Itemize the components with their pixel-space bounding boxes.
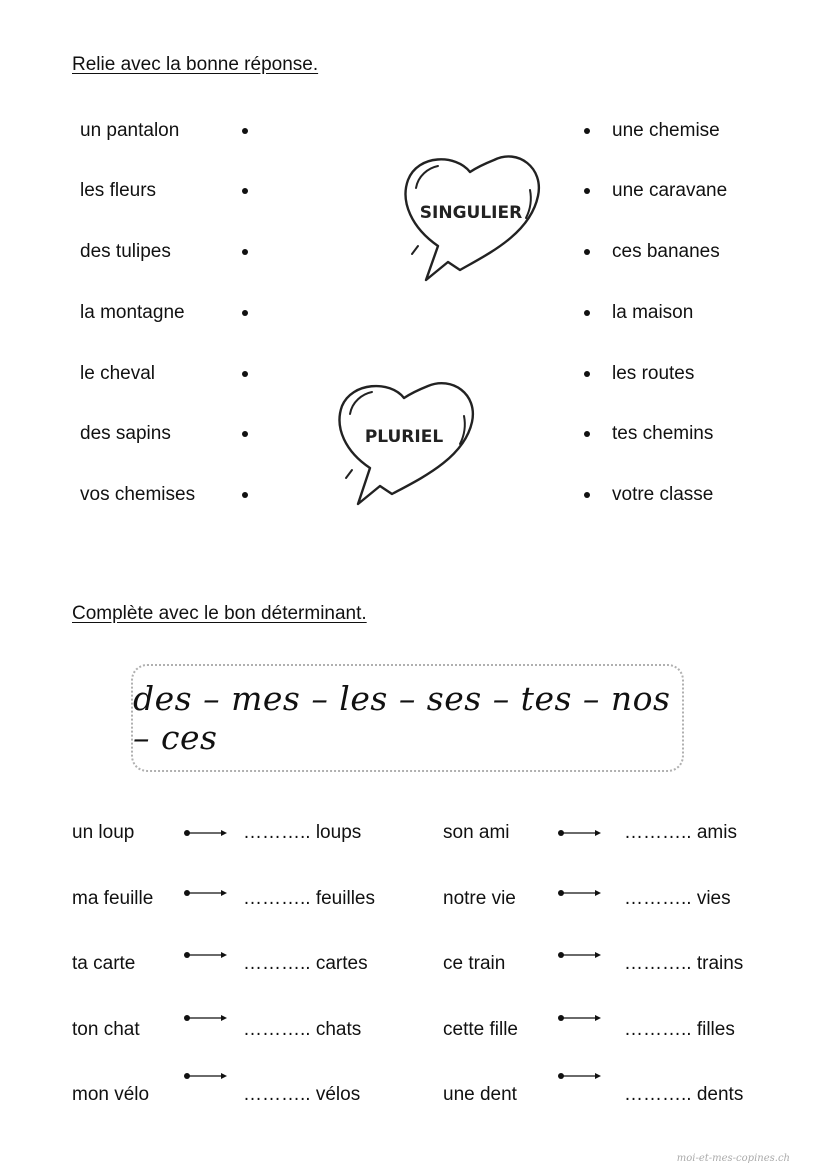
- left-word-2: les fleurs: [80, 180, 157, 201]
- right-dot-4[interactable]: [584, 310, 590, 316]
- heart-singulier-bubble: [398, 150, 548, 290]
- left-word-6: des sapins: [80, 423, 171, 444]
- right-dot-5[interactable]: [584, 371, 590, 377]
- right-dot-3[interactable]: [584, 249, 590, 255]
- ex-right-5-plural[interactable]: ……….. dents: [624, 1084, 744, 1105]
- ex-right-4-plural[interactable]: ……….. filles: [624, 1019, 735, 1040]
- ex-left-4-singular: ton chat: [72, 1019, 140, 1040]
- ex-left-4-plural[interactable]: ……….. chats: [243, 1019, 362, 1040]
- left-word-1: un pantalon: [80, 120, 180, 141]
- ex-right-3-plural[interactable]: ……….. trains: [624, 953, 744, 974]
- right-word-7: votre classe: [612, 484, 714, 505]
- arrow-icon: [557, 888, 603, 898]
- footer-watermark: moi-et-mes-copines.ch: [676, 1153, 790, 1164]
- ex-right-1-singular: son ami: [443, 822, 510, 843]
- arrow-icon: [183, 950, 229, 960]
- right-word-5: les routes: [612, 363, 695, 384]
- arrow-icon: [557, 950, 603, 960]
- arrow-icon: [183, 1013, 229, 1023]
- word-bank-box: [131, 664, 684, 772]
- right-word-2: une caravane: [612, 180, 728, 201]
- right-word-1: une chemise: [612, 120, 720, 141]
- left-word-7: vos chemises: [80, 484, 196, 505]
- ex-left-3-singular: ta carte: [72, 953, 136, 974]
- match-heading: Relie avec la bonne réponse.: [72, 54, 319, 75]
- left-dot-6[interactable]: [242, 431, 248, 437]
- arrow-icon: [183, 828, 229, 838]
- arrow-icon: [557, 1071, 603, 1081]
- left-dot-4[interactable]: [242, 310, 248, 316]
- complete-heading: Complète avec le bon déterminant.: [72, 603, 367, 624]
- ex-left-5-plural[interactable]: ……….. vélos: [243, 1084, 361, 1105]
- left-dot-7[interactable]: [242, 492, 248, 498]
- left-word-4: la montagne: [80, 302, 185, 323]
- ex-right-2-plural[interactable]: ……….. vies: [624, 888, 731, 909]
- ex-right-5-singular: une dent: [443, 1084, 517, 1105]
- left-word-5: le cheval: [80, 363, 155, 384]
- ex-left-2-plural[interactable]: ……….. feuilles: [243, 888, 375, 909]
- right-dot-6[interactable]: [584, 431, 590, 437]
- left-dot-3[interactable]: [242, 249, 248, 255]
- heart-pluriel-label: PLURIEL: [364, 427, 444, 447]
- ex-left-1-singular: un loup: [72, 822, 135, 843]
- heart-pluriel-bubble: [334, 378, 484, 513]
- arrow-icon: [183, 888, 229, 898]
- right-dot-1[interactable]: [584, 128, 590, 134]
- left-dot-5[interactable]: [242, 371, 248, 377]
- arrow-icon: [183, 1071, 229, 1081]
- word-bank-text: des – mes – les – ses – tes – nos – ces: [133, 679, 671, 757]
- right-dot-7[interactable]: [584, 492, 590, 498]
- ex-left-3-plural[interactable]: ……….. cartes: [243, 953, 368, 974]
- ex-left-1-plural[interactable]: ……….. loups: [243, 822, 362, 843]
- ex-right-2-singular: notre vie: [443, 888, 516, 909]
- left-word-3: des tulipes: [80, 241, 171, 262]
- heart-singulier-label: SINGULIER: [419, 203, 523, 223]
- left-dot-2[interactable]: [242, 188, 248, 194]
- right-word-3: ces bananes: [612, 241, 720, 262]
- right-word-6: tes chemins: [612, 423, 714, 444]
- arrow-icon: [557, 828, 603, 838]
- ex-right-3-singular: ce train: [443, 953, 506, 974]
- ex-left-5-singular: mon vélo: [72, 1084, 150, 1105]
- right-word-4: la maison: [612, 302, 694, 323]
- ex-right-1-plural[interactable]: ……….. amis: [624, 822, 737, 843]
- ex-right-4-singular: cette fille: [443, 1019, 518, 1040]
- ex-left-2-singular: ma feuille: [72, 888, 154, 909]
- arrow-icon: [557, 1013, 603, 1023]
- left-dot-1[interactable]: [242, 128, 248, 134]
- right-dot-2[interactable]: [584, 188, 590, 194]
